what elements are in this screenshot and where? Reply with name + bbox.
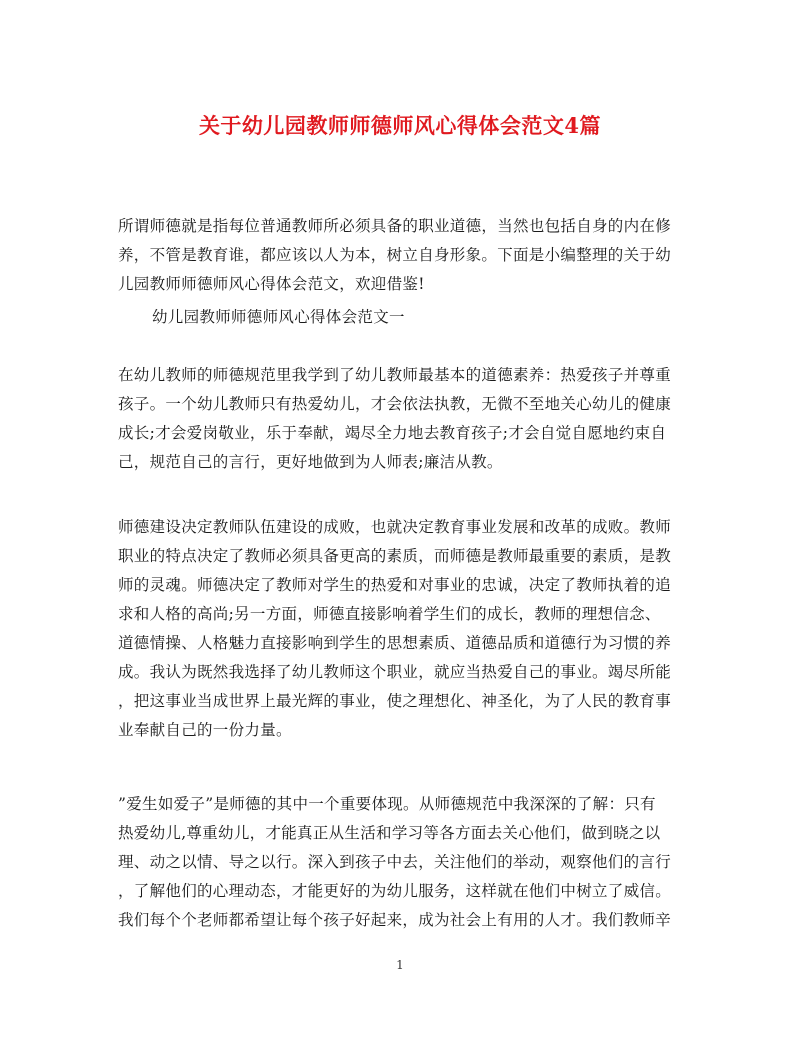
text-line: 热爱幼儿,尊重幼儿，才能真正从生活和学习等各方面去关心他们，做到晓之以 (118, 824, 661, 842)
paragraph-2 (118, 513, 684, 745)
text-line: 我们每个个老师都希望让每个孩子好起来，成为社会上有用的人才。我们教师辛 (118, 911, 672, 929)
paragraph-3 (118, 790, 684, 935)
text-line: 成。我认为既然我选择了幼儿教师这个职业，就应当热爱自己的事业。竭尽所能 (118, 663, 672, 681)
text-line: 成长;才会爱岗敬业，乐于奉献，竭尽全力地去教育孩子;才会自觉自愿地约束自 (118, 424, 667, 442)
text-line: 在幼儿教师的师德规范里我学到了幼儿教师最基本的道德素养：热爱孩子并尊重 (118, 366, 672, 384)
text-line: ，了解他们的心理动态，才能更好的为幼儿服务，这样就在他们中树立了威信。 (118, 882, 672, 900)
text-line: ，把这事业当成世界上最光辉的事业，使之理想化、神圣化，为了人民的教育事 (118, 692, 672, 710)
text-line: 师德建设决定教师队伍建设的成败，也就决定教育事业发展和改革的成败。教师 (118, 518, 672, 536)
text-line: 求和人格的高尚;另一方面，师德直接影响着学生们的成长，教师的理想信念、 (118, 605, 661, 623)
text-line: 业奉献自己的一份力量。 (118, 721, 292, 739)
text-line: 道德情操、人格魅力直接影响到学生的思想素质、道德品质和道德行为习惯的养 (118, 634, 672, 652)
text-line: ”爱生如爱子”是师德的其中一个重要体现。从师德规范中我深深的了解：只有 (118, 795, 656, 813)
text-line: 养，不管是教育谁，都应该以人为本，树立自身形象。下面是小编整理的关于幼 (118, 246, 672, 264)
text-line: 理、动之以情、导之以行。深入到孩子中去，关注他们的举动，观察他们的言行 (118, 853, 672, 871)
section-subheading: 幼儿园教师师德师风心得体会范文一 (152, 308, 405, 326)
text-line: 孩子。一个幼儿教师只有热爱幼儿，才会依法执教，无微不至地关心幼儿的健康 (118, 395, 672, 413)
text-line: 所谓师德就是指每位普通教师所必须具备的职业道德，当然也包括自身的内在修 (118, 217, 672, 235)
text-line: 儿园教师师德师风心得体会范文，欢迎借鉴! (118, 275, 425, 293)
text-line: 己，规范自己的言行，更好地做到为人师表;廉洁从教。 (118, 453, 503, 471)
page-number: 1 (396, 958, 404, 972)
paragraph-1 (118, 361, 684, 477)
intro-paragraph (118, 212, 684, 299)
text-line: 职业的特点决定了教师必须具备更高的素质，而师德是教师最重要的素质，是教 (118, 547, 672, 565)
document-title: 关于幼儿园教师师德师风心得体会范文4篇 (198, 113, 602, 138)
text-line: 师的灵魂。师德决定了教师对学生的热爱和对事业的忠诚，决定了教师执着的追 (118, 576, 672, 594)
